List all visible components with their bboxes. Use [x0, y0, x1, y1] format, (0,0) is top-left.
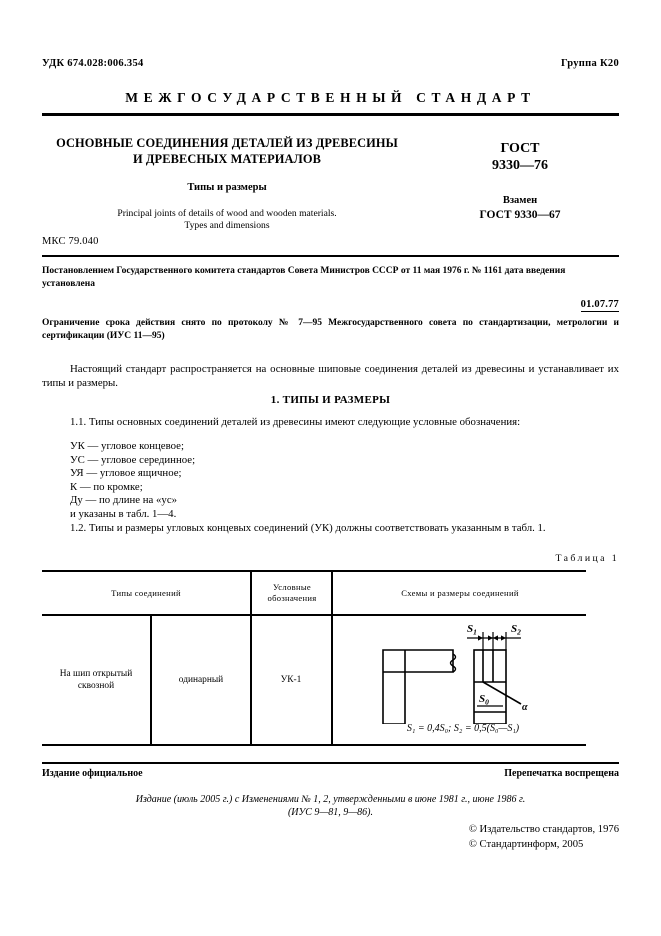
- mkc-code: МКС 79.040: [42, 236, 99, 247]
- replaces-value: ГОСТ 9330—67: [479, 209, 561, 221]
- decree-text: Постановлением Государственного комитета стандартов Совета Министров СССР от 11 мая 1976 г. № 1161 дата введения установлена: [42, 266, 566, 289]
- reprint-forbidden-label: Перепечатка воспрещена: [504, 768, 619, 779]
- effective-date: 01.07.77: [580, 299, 619, 310]
- column-header-types: Типы соединений: [111, 587, 181, 598]
- list-item: УК — угловое концевое;: [70, 440, 184, 452]
- udk-code: УДК 674.028:006.354: [42, 58, 144, 69]
- title-block-right: [420, 140, 620, 221]
- title-line-2: И ДРЕВЕСНЫХ МАТЕРИАЛОВ: [133, 151, 321, 166]
- cell-joint-type-line-1: На шип открытый: [59, 669, 133, 679]
- list-item: УС — угловое серединное;: [70, 453, 196, 466]
- joint-scheme-diagram: [371, 620, 551, 724]
- cell-scheme: [333, 616, 586, 744]
- list-item: УЯ — угловое ящичное;: [70, 467, 182, 480]
- section-1-heading: 1. ТИПЫ И РАЗМЕРЫ: [270, 394, 391, 406]
- official-edition-label: Издание официальное: [42, 768, 143, 779]
- footer-row: [42, 768, 619, 779]
- title-line-1: ОСНОВНЫЕ СОЕДИНЕНИЯ ДЕТАЛЕЙ ИЗ ДРЕВЕСИНЫ: [56, 136, 398, 150]
- gost-number: 9330—76: [492, 158, 548, 173]
- diagram-label-s2: $S_2$: [511, 623, 521, 637]
- header-divider: [42, 113, 619, 116]
- table-row: [42, 616, 586, 744]
- udk-row: [42, 58, 619, 69]
- table-caption: Таблица 1: [555, 553, 619, 564]
- reissue-note: [42, 793, 619, 819]
- standard-banner: МЕЖГОСУДАРСТВЕННЫЙ СТАНДАРТ: [125, 90, 536, 105]
- group-code: Группа К20: [560, 58, 619, 69]
- title-subtitle: Типы и размеры: [187, 182, 267, 193]
- diagram-label-s1: $S_1$: [467, 623, 477, 637]
- title-english-line-1: Principal joints of details of wood and wooden materials.: [117, 208, 337, 219]
- table-bottom-rule: [42, 744, 586, 746]
- column-header-designation-line-2: обозначения: [267, 593, 317, 603]
- title-block-left: [42, 136, 412, 232]
- clause-1-1: 1.1. Типы основных соединений деталей из древесины имеют следующие условные обозначения:: [70, 416, 521, 428]
- cell-variant: одинарный: [178, 675, 224, 685]
- column-header-designation: [253, 572, 331, 614]
- copyright-block: [469, 822, 619, 852]
- title-divider: [42, 255, 619, 257]
- restriction-text: Ограничение срока действия снято по протоколу № 7—95 Межгосударственного совета по стандартизации, метрологии и сертификации (ИУС 11—95): [42, 318, 619, 341]
- scheme-formula: S₁ = 0,4S₀; S₂ = 0,5(S₀—S₁): [406, 723, 520, 734]
- list-item: К — по кромке;: [70, 480, 143, 493]
- footer-divider: [42, 762, 619, 764]
- scope-paragraph: Настоящий стандарт распространяется на основные шиповые соединения деталей из древесины и устанавливает их типы и размеры.: [42, 363, 619, 389]
- abbreviation-list: [42, 440, 619, 522]
- list-item: и указаны в табл. 1—4.: [70, 507, 177, 520]
- diagram-label-alpha: α: [522, 702, 528, 713]
- cell-joint-type: [42, 616, 150, 744]
- clause-1-2: 1.2. Типы и размеры угловых концевых соединений (УК) должны соответствовать указанным в табл. 1.: [70, 522, 546, 534]
- copyright-line-2: © Стандартинформ, 2005: [468, 839, 584, 850]
- title-english-line-2: Types and dimensions: [184, 220, 270, 231]
- column-header-schemes: Схемы и размеры соединений: [401, 587, 519, 598]
- cell-joint-type-line-2: сквозной: [77, 681, 115, 691]
- list-item: Ду — по длине на «ус»: [70, 494, 178, 507]
- diagram-label-s0: $S_0$: [479, 693, 489, 707]
- copyright-line-1: © Издательство стандартов, 1976: [468, 824, 619, 835]
- gost-label: ГОСТ: [500, 141, 540, 156]
- reissue-line-1: Издание (июль 2005 г.) с Изменениями № 1, 2, утвержденными в июне 1981 г., июне 1986 г.: [135, 794, 526, 805]
- replaces-label: Взамен: [502, 195, 538, 206]
- column-header-designation-line-1: Условные: [272, 582, 312, 592]
- reissue-line-2: (ИУС 9—81, 9—86).: [287, 807, 374, 818]
- cell-designation-code: УК-1: [280, 675, 302, 685]
- table-header-row: [42, 572, 586, 614]
